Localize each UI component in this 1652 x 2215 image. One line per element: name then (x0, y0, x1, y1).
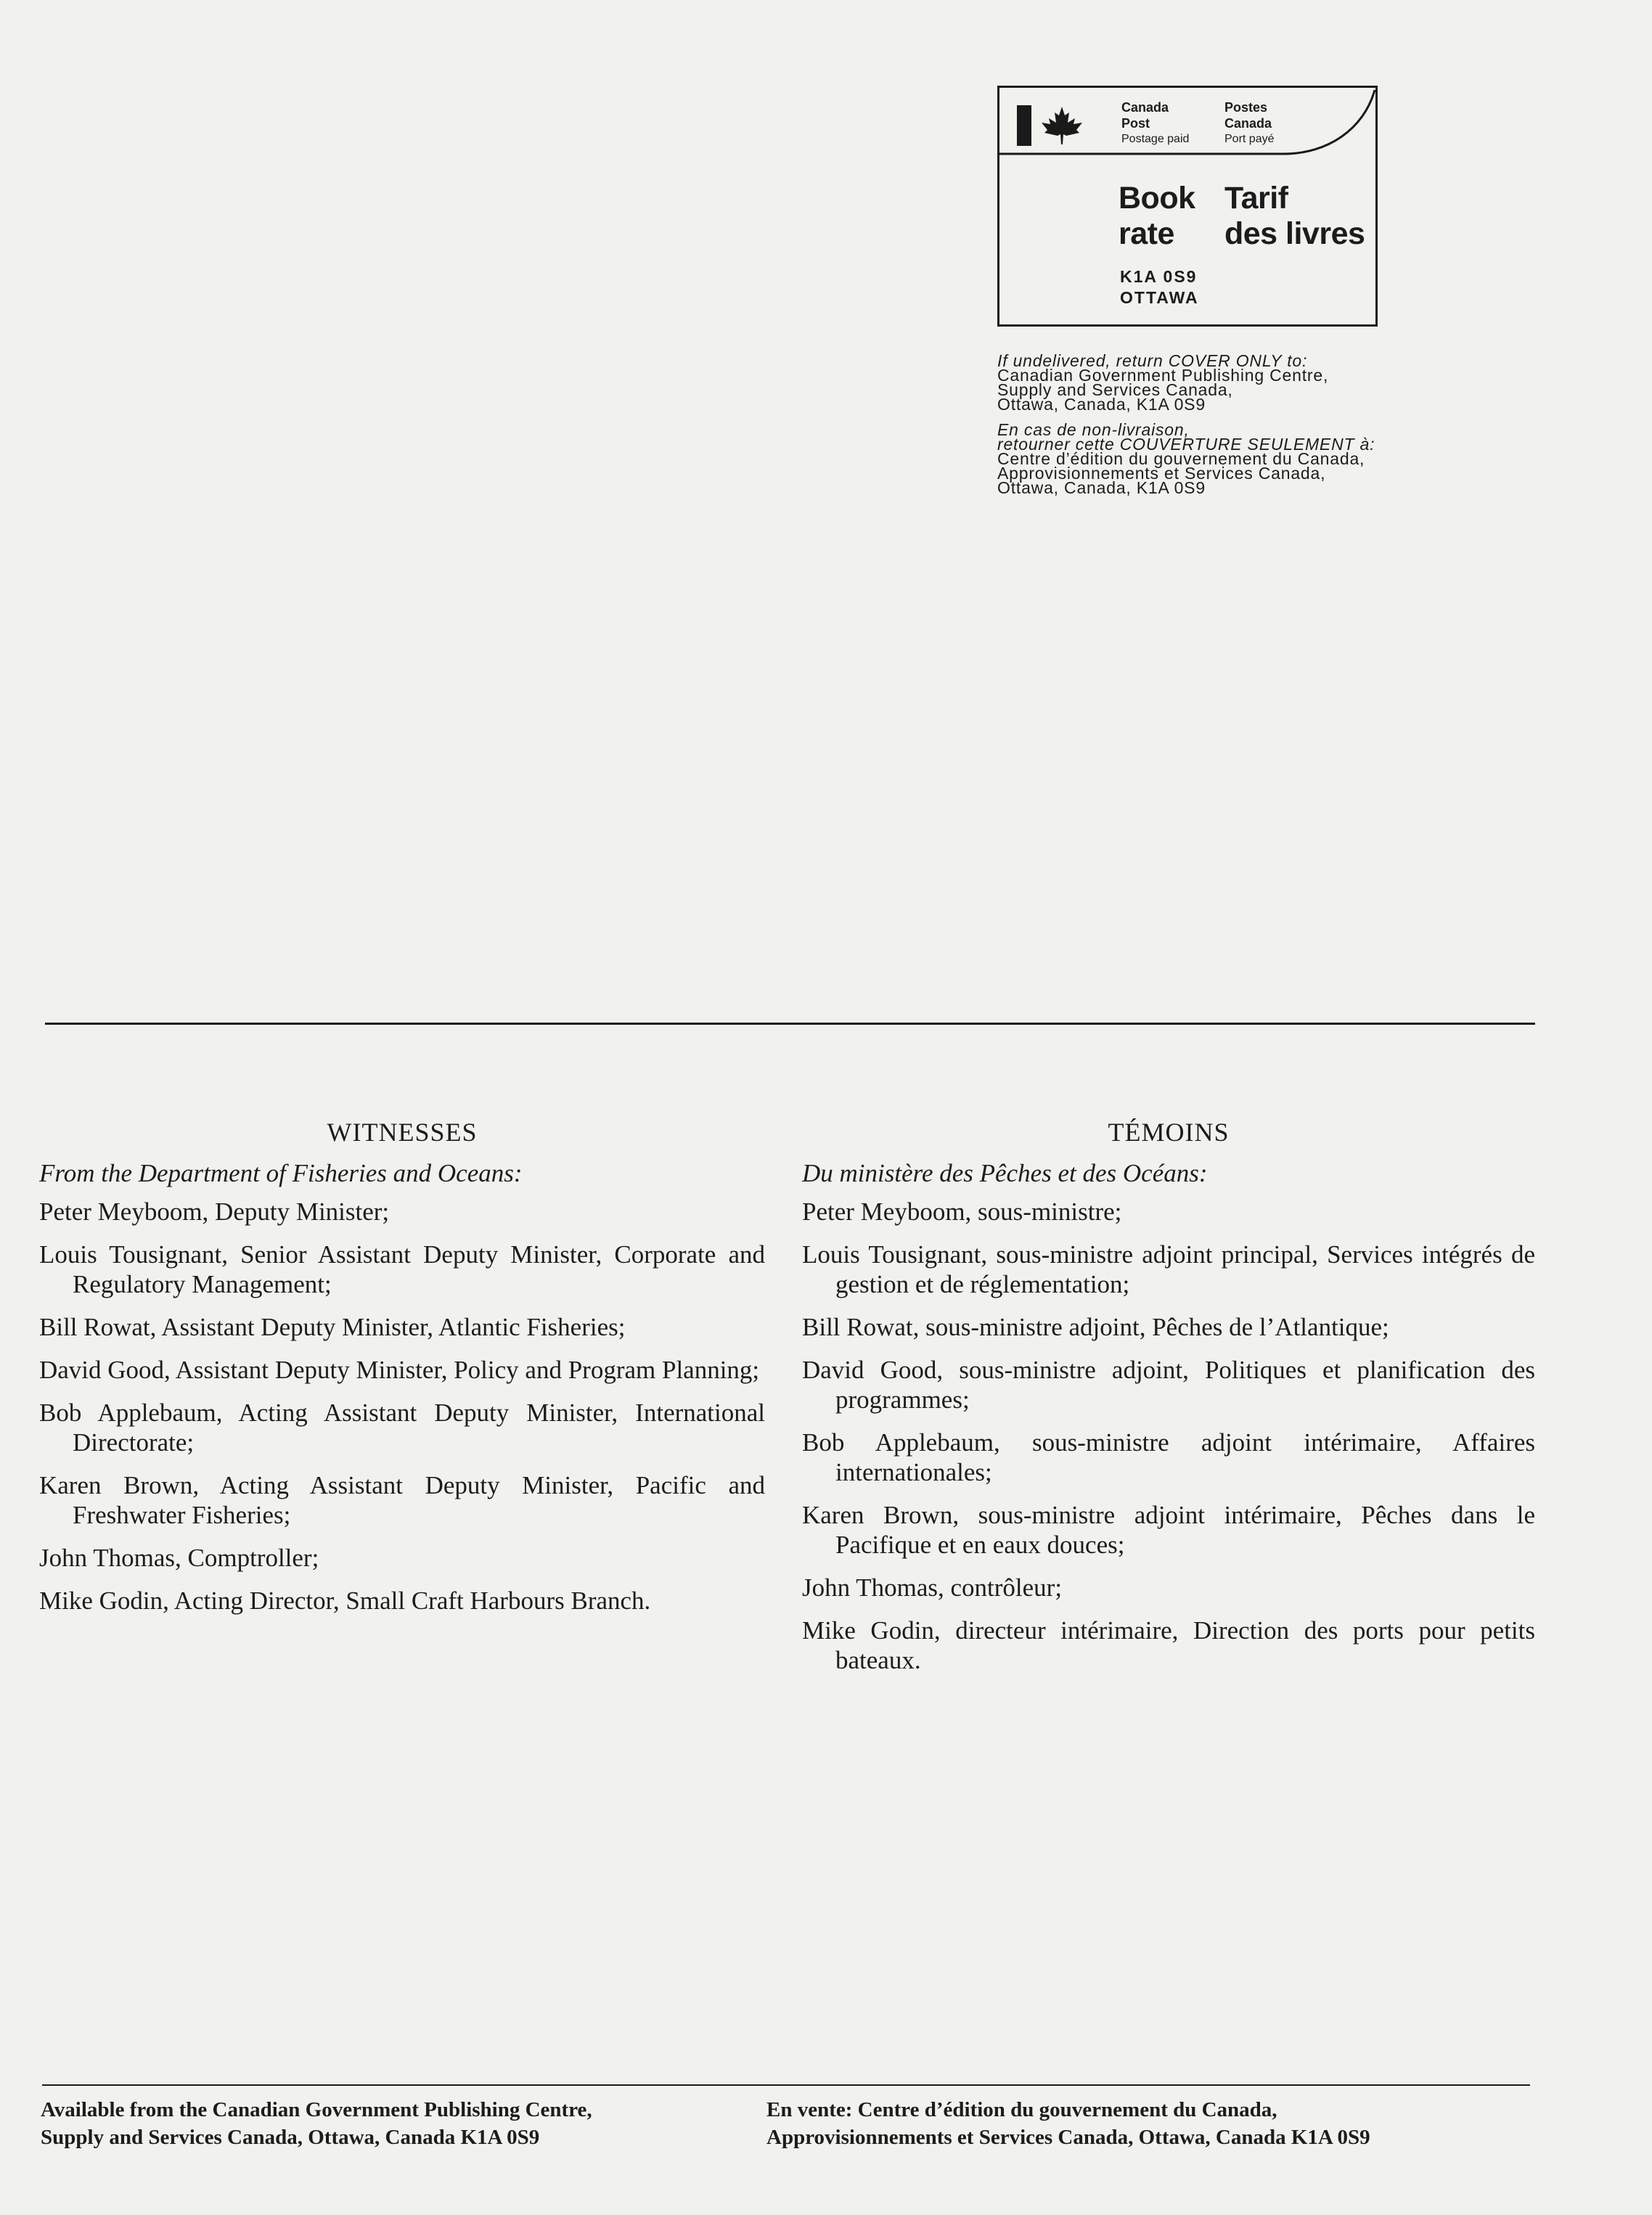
rate-fr-line1: Tarif (1224, 181, 1288, 216)
return-en-line: Supply and Services Canada, (997, 380, 1233, 399)
temoins-heading: TÉMOINS (1108, 1118, 1230, 1147)
postal-code: K1A 0S9 (1120, 267, 1198, 286)
witnesses-heading: WITNESSES (327, 1118, 478, 1147)
temoin-item: Karen Brown, sous-ministre adjoint intérimaire, Pêches dans le Pacifique et en eaux douces; (802, 1501, 1535, 1559)
return-fr-line: En cas de non-livraison, (997, 420, 1190, 439)
return-fr-line: Ottawa, Canada, K1A 0S9 (997, 478, 1206, 497)
witness-item: David Good, Assistant Deputy Minister, Policy and Program Planning; (39, 1356, 760, 1384)
postage-indicia (997, 86, 1378, 327)
temoin-item: John Thomas, contrôleur; (802, 1573, 1063, 1602)
rate-en-line2: rate (1119, 216, 1174, 251)
post-fr-line2: Canada (1224, 116, 1272, 131)
witnesses-column-fr (802, 1118, 1535, 1688)
post-fr-line1: Postes (1224, 100, 1268, 115)
footer-en-line2: Supply and Services Canada, Ottawa, Canada K1A 0S9 (41, 2126, 540, 2149)
return-en-line: If undelivered, return COVER ONLY to: (997, 351, 1308, 370)
footer-availability-en (41, 2096, 592, 2151)
post-fr-line3: Port payé (1224, 133, 1275, 145)
witness-item: Louis Tousignant, Senior Assistant Deputy Minister, Corporate and Regulatory Management; (39, 1240, 765, 1298)
witness-item: John Thomas, Comptroller; (39, 1544, 319, 1572)
maple-leaf-flag-icon (1017, 102, 1089, 149)
temoin-item: Peter Meyboom, sous-ministre; (802, 1197, 1122, 1226)
post-en-line2: Post (1121, 116, 1150, 131)
tarif-des-livres-label (1224, 181, 1365, 252)
footer-en-line1: Available from the Canadian Government Publishing Centre, (41, 2098, 592, 2121)
ministere-subheading: Du ministère des Pêches et des Océans: (802, 1159, 1208, 1187)
footer-availability-fr (766, 2096, 1370, 2151)
return-address (997, 353, 1476, 495)
witness-item: Bill Rowat, Assistant Deputy Minister, Atlantic Fisheries; (39, 1313, 626, 1341)
temoin-item: Bill Rowat, sous-ministre adjoint, Pêches de l’Atlantique; (802, 1313, 1389, 1341)
canada-post-label (1121, 99, 1189, 147)
city: OTTAWA (1120, 288, 1199, 307)
indicia-address (1120, 266, 1199, 308)
return-en-line: Canadian Government Publishing Centre, (997, 366, 1329, 385)
return-fr-line: Centre d’édition du gouvernement du Canada, (997, 449, 1365, 468)
book-rate-label (1119, 181, 1195, 252)
witness-item: Karen Brown, Acting Assistant Deputy Minister, Pacific and Freshwater Fisheries; (39, 1471, 765, 1529)
postes-canada-label (1224, 99, 1274, 147)
post-en-line1: Canada (1121, 100, 1169, 115)
witness-item: Mike Godin, Acting Director, Small Craft Harbours Branch. (39, 1586, 651, 1615)
footer-divider (42, 2084, 1530, 2086)
section-divider (45, 1023, 1535, 1025)
witnesses-column-en (39, 1118, 765, 1629)
rate-fr-line2: des livres (1224, 216, 1365, 251)
temoin-item: Bob Applebaum, sous-ministre adjoint intérimaire, Affaires internationales; (802, 1428, 1535, 1486)
temoin-item: Mike Godin, directeur intérimaire, Direction des ports pour petits bateaux. (802, 1616, 1535, 1674)
post-en-line3: Postage paid (1121, 133, 1190, 145)
rate-en-line1: Book (1119, 181, 1195, 216)
return-fr-line: Approvisionnements et Services Canada, (997, 464, 1326, 483)
return-fr-line: retourner cette COUVERTURE SEULEMENT à: (997, 435, 1375, 454)
witness-item: Peter Meyboom, Deputy Minister; (39, 1197, 390, 1226)
temoin-item: Louis Tousignant, sous-ministre adjoint principal, Services intégrés de gestion et de réglementation; (802, 1240, 1535, 1298)
return-en-line: Ottawa, Canada, K1A 0S9 (997, 395, 1206, 414)
department-subheading: From the Department of Fisheries and Oceans: (39, 1159, 523, 1187)
footer-fr-line1: En vente: Centre d’édition du gouvernement du Canada, (766, 2098, 1277, 2121)
witness-item: Bob Applebaum, Acting Assistant Deputy Minister, International Directorate; (39, 1399, 765, 1457)
footer-fr-line2: Approvisionnements et Services Canada, Ottawa, Canada K1A 0S9 (766, 2126, 1370, 2149)
temoin-item: David Good, sous-ministre adjoint, Politiques et planification des programmes; (802, 1356, 1535, 1414)
